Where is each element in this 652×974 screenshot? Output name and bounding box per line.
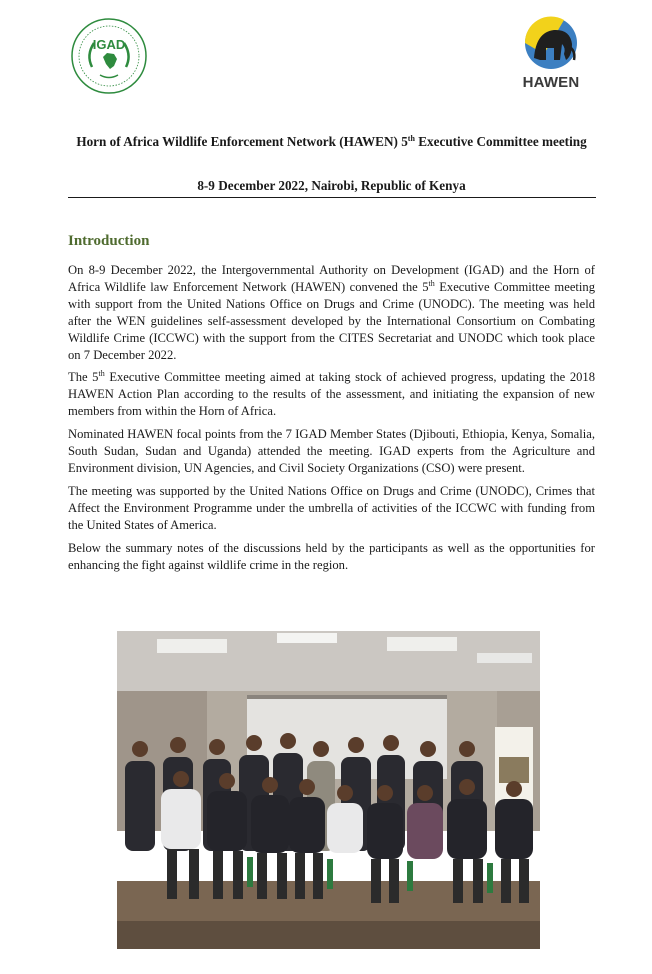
document-title <box>68 133 595 150</box>
date-location: 8-9 December 2022, Nairobi, Republic of Kenya <box>197 178 466 193</box>
paragraph-1: On 8-9 December 2022, the Intergovernmental Authority on Development (IGAD) and the Horn of Africa Wildlife law Enforcement Network (HAWEN) convened the 5th Executive Committee meeting with support from the United Nations Office on Drugs and Crime (UNODC). The meeting was held after the WEN guidelines self-assessment developed by the International Consortium on Combating Wildlife Crime (ICCWC) with the support from the CITES Secretariat and UNODC which took place on 7 December 2022. <box>68 263 596 362</box>
paragraph-4: The meeting was supported by the United Nations Office on Drugs and Crime (UNODC), Crimes that Affect the Environment Programme under the umbrella of activities of the ICCWC with funding from the United States of America. <box>68 483 595 532</box>
hawen-logo-text: HAWEN <box>522 74 580 91</box>
paragraph-3: Nominated HAWEN focal points from the 7 IGAD Member States (Djibouti, Ethiopia, Kenya, Somalia, South Sudan, Sudan and Uganda) attended the meeting. IGAD experts from the Agriculture and Environment division, UN Agencies, and Civil Society Organizations (CSO) were present. <box>68 427 595 475</box>
body-text <box>68 262 595 579</box>
hawen-logo <box>514 14 588 94</box>
paragraph-5: Below the summary notes of the discussions held by the participants as well as the opportunities for enhancing the fight against wildlife crime in the region. <box>68 540 595 572</box>
group-photo <box>117 631 540 949</box>
igad-logo-text: IGAD <box>92 37 126 52</box>
title-part-1: Horn of Africa Wildlife Enforcement Network (HAWEN) 5 <box>76 134 408 149</box>
paragraph-2: The 5th Executive Committee meeting aimed at taking stock of achieved progress, updating the 2018 HAWEN Action Plan according to the results of the assessment, and initiating the expansion of new members from within the Horn of Africa. <box>68 369 596 419</box>
title-part-2: Executive Committee meeting <box>414 134 587 149</box>
section-heading: Introduction <box>68 233 150 249</box>
title-superscript: th <box>407 134 415 143</box>
igad-logo <box>70 17 148 95</box>
title-divider <box>68 197 596 198</box>
